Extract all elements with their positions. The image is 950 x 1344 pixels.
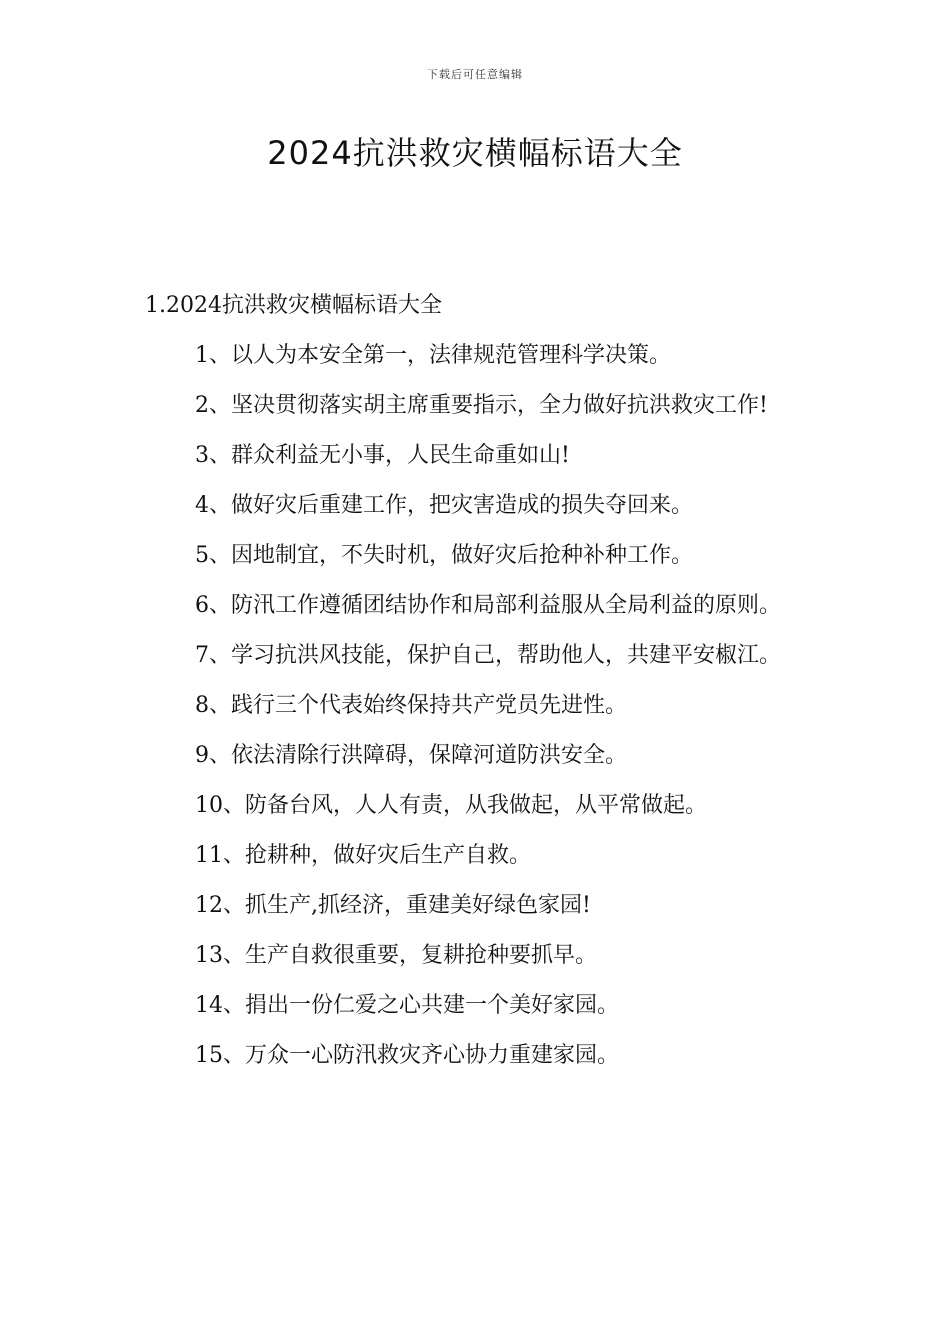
list-item: 14、捐出一份仁爱之心共建一个美好家园。 (195, 993, 619, 1018)
header-note: 下载后可任意编辑 (427, 68, 523, 81)
list-item: 9、依法清除行洪障碍，保障河道防洪安全。 (195, 743, 627, 768)
list-item: 3、群众利益无小事，人民生命重如山! (195, 443, 570, 468)
document-body (145, 281, 807, 1081)
list-item: 12、抓生产,抓经济，重建美好绿色家园! (195, 893, 591, 918)
list-item: 11、抢耕种，做好灾后生产自救。 (195, 843, 531, 868)
list-item: 7、学习抗洪风技能，保护自己，帮助他人，共建平安椒江。 (195, 643, 781, 668)
list-item: 13、生产自救很重要，复耕抢种要抓早。 (195, 943, 597, 968)
list-item: 15、万众一心防汛救灾齐心协力重建家园。 (195, 1043, 619, 1068)
list-item: 8、践行三个代表始终保持共产党员先进性。 (195, 693, 627, 718)
list-item: 10、防备台风，人人有责，从我做起，从平常做起。 (195, 793, 707, 818)
section-heading: 1.2024抗洪救灾横幅标语大全 (145, 293, 442, 318)
document-title: 2024抗洪救灾横幅标语大全 (267, 134, 683, 172)
list-item: 5、因地制宜，不失时机，做好灾后抢种补种工作。 (195, 543, 693, 568)
list-item: 2、坚决贯彻落实胡主席重要指示，全力做好抗洪救灾工作! (195, 393, 768, 418)
list-item: 1、以人为本安全第一，法律规范管理科学决策。 (195, 343, 671, 368)
list-item: 6、防汛工作遵循团结协作和局部利益服从全局利益的原则。 (195, 593, 781, 618)
list-item: 4、做好灾后重建工作，把灾害造成的损失夺回来。 (195, 493, 693, 518)
